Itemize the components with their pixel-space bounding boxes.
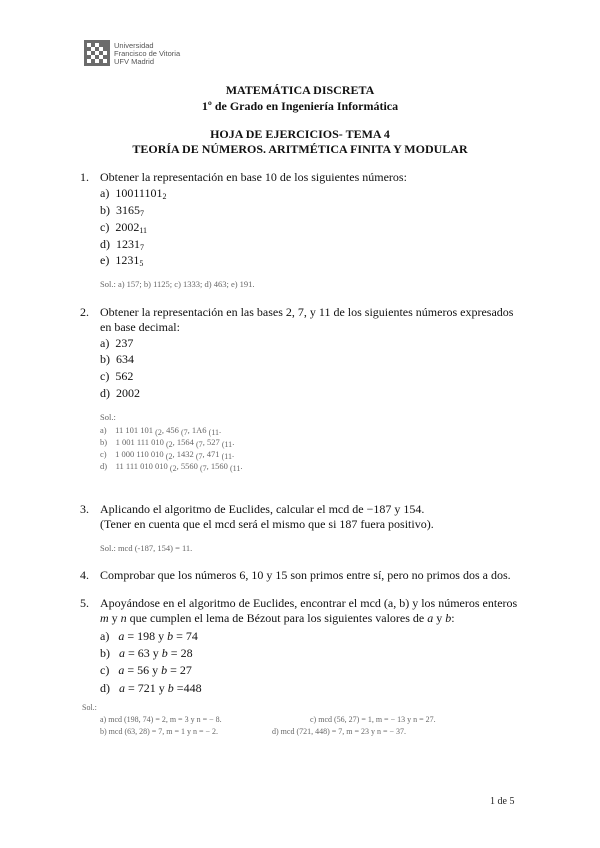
eq: = [125, 646, 138, 660]
item-label: d) [100, 386, 110, 400]
ex2-solution-b [100, 437, 234, 449]
sol-base7: 1432 [176, 449, 194, 459]
sol-end: . [232, 437, 235, 447]
sol-base11: 1560 [210, 461, 228, 471]
exercise-3-text-line2: (Tener en cuenta que el mcd será el mismo que si 187 fuera positivo). [100, 517, 434, 531]
sol-sep: , [206, 461, 209, 471]
sol-sub2: (2 [165, 440, 173, 449]
exercise-5-text-line1: Apoyándose en el algoritmo de Euclides, encontrar el mcd (a, b) y los números enteros [100, 596, 518, 610]
item-value: 1231 [116, 237, 140, 251]
value-a: 198 [137, 629, 156, 643]
exercise-1-text: Obtener la representación en base 10 de los siguientes números: [100, 170, 407, 184]
item-base: 7 [140, 243, 144, 252]
ex2-solution-c [100, 449, 234, 461]
sol-base11: 1A6 [191, 425, 207, 435]
sol-sub7: (7 [199, 464, 207, 473]
item-base: 2 [162, 192, 167, 201]
sol-sub11: (11 [221, 440, 233, 449]
sol-base7: 1564 [176, 437, 194, 447]
var-b: b [167, 629, 174, 643]
eq: = [173, 629, 186, 643]
var-a: a [118, 629, 125, 643]
topic-title: TEORÍA DE NÚMEROS. ARITMÉTICA FINITA Y MODULAR [132, 142, 468, 156]
ex1-solution: Sol.: a) 157; b) 1125; c) 1333; d) 463; e) 191. [100, 279, 255, 289]
exercise-5-number: 5. [80, 596, 89, 610]
text-rest: que cumplen el lema de Bézout para los siguientes valores de [126, 611, 428, 625]
value-b: 448 [183, 681, 202, 695]
ufv-logo-icon [84, 40, 110, 66]
sheet-title: HOJA DE EJERCICIOS- TEMA 4 [210, 127, 390, 141]
eq: = [125, 681, 138, 695]
sol-end: . [240, 461, 243, 471]
sol-sep: , [202, 449, 205, 459]
var-b: b [167, 681, 174, 695]
item-label: d) [100, 681, 110, 695]
sol-sep: , [202, 437, 205, 447]
university-logo [84, 40, 204, 70]
ex2-solution-title: Sol.: [100, 412, 116, 422]
ex1-item-b [100, 203, 144, 218]
sol-base2: 11 101 101 [115, 425, 154, 435]
exercise-3-text-line1: Aplicando el algoritmo de Euclides, calcular el mcd de −187 y 154. [100, 502, 425, 516]
sol-sep: , [172, 437, 175, 447]
exercise-4-number: 4. [80, 568, 89, 582]
exercise-1-number: 1. [80, 170, 89, 184]
sol-base2: 1 001 111 010 [115, 437, 164, 447]
sol-base7: 456 [166, 425, 179, 435]
ex5-solution-b: b) mcd (63, 28) = 7, m = 1 y n = − 2. [100, 727, 219, 736]
sol-sep: , [176, 461, 179, 471]
ex1-item-e [100, 253, 143, 268]
ex3-solution: Sol.: mcd (-187, 154) = 11. [100, 543, 193, 553]
exercise-3-number: 3. [80, 502, 89, 516]
exercise-2-text-line1: Obtener la representación en las bases 2, 7, y 11 de los siguientes números expresados [100, 305, 514, 319]
sol-end: . [232, 449, 235, 459]
item-label: a) [100, 336, 110, 350]
item-value: 562 [115, 369, 134, 383]
exercise-5-text-line2 [100, 611, 455, 626]
ex2-item-b [100, 352, 134, 367]
logo-line: Francisco de Vitoria [114, 49, 181, 58]
sol-sub7: (7 [196, 440, 203, 449]
item-label: a) [100, 186, 110, 200]
exercise-2-number: 2. [80, 305, 89, 319]
ex5-item-b [100, 646, 193, 661]
var-m: m [100, 611, 109, 625]
text-y: y [149, 663, 162, 677]
sol-sep: , [187, 425, 190, 435]
ex1-item-c [100, 220, 147, 235]
item-label: a) [100, 629, 110, 643]
sol-base2: 1 000 110 010 [115, 449, 164, 459]
item-label: c) [100, 220, 110, 234]
degree-title: 1º de Grado en Ingeniería Informática [201, 99, 399, 113]
sol-sub7: (7 [180, 428, 188, 437]
ex1-item-d [100, 237, 144, 252]
var-b: b [445, 611, 452, 625]
text-y: y [155, 629, 168, 643]
sol-label: b) [100, 437, 108, 447]
eq: = [124, 629, 138, 643]
sol-end: . [219, 425, 222, 435]
text-y: y [108, 611, 121, 625]
ex2-solution-d [100, 461, 243, 473]
item-value: 3165 [116, 203, 140, 217]
sol-base7: 5560 [180, 461, 198, 471]
item-value: 237 [115, 336, 134, 350]
text-y: y [433, 611, 446, 625]
text-end: : [451, 611, 455, 625]
sol-sub2: (2 [165, 452, 173, 461]
value-b: 28 [180, 646, 193, 660]
item-label: b) [100, 352, 110, 366]
var-b: b [161, 646, 168, 660]
logo-line: UFV Madrid [114, 57, 155, 66]
text-y: y [149, 646, 162, 660]
logo-text [114, 42, 180, 66]
var-a: a [118, 663, 125, 677]
sol-sub11: (11 [230, 464, 241, 473]
ex2-item-c [100, 369, 133, 384]
ex2-item-a [100, 336, 133, 351]
sol-sub2: (2 [169, 464, 177, 473]
value-a: 56 [137, 663, 150, 677]
sol-sub11: (11 [208, 428, 220, 437]
ex5-item-d [100, 681, 202, 696]
sol-sub2: (2 [155, 428, 162, 437]
logo-line: Universidad [114, 41, 154, 50]
ex5-item-a [100, 629, 198, 644]
sol-sub11: (11 [221, 452, 233, 461]
eq: = [167, 646, 181, 660]
eq: = [167, 663, 180, 677]
item-label: c) [100, 663, 110, 677]
var-a: a [119, 646, 125, 660]
page-number: 1 de 5 [490, 796, 515, 807]
ex5-solution-d: d) mcd (721, 448) = 7, m = 23 y n = − 37. [272, 727, 407, 736]
course-title: MATEMÁTICA DISCRETA [225, 83, 375, 97]
item-base: 7 [140, 209, 144, 218]
ex5-item-c [100, 663, 192, 678]
text-y: y [155, 681, 168, 695]
sol-label: a) [100, 425, 107, 435]
item-base: 5 [139, 259, 144, 268]
var-a: a [427, 611, 434, 625]
sol-base11: 527 [206, 437, 220, 447]
item-base: 11 [139, 226, 148, 235]
sol-sub7: (7 [195, 452, 203, 461]
ex5-solution-a: a) mcd (198, 74) = 2, m = 3 y n = − 8. [100, 715, 222, 724]
item-value: 1231 [115, 253, 140, 267]
var-b: b [161, 663, 168, 677]
sol-sep: , [172, 449, 175, 459]
item-label: b) [100, 646, 110, 660]
item-label: d) [100, 237, 110, 251]
sol-label: d) [100, 461, 108, 471]
var-n: n [120, 611, 127, 625]
ex5-solution-title: Sol.: [82, 703, 97, 712]
ex5-solution-c: c) mcd (56, 27) = 1, m = − 13 y n = 27. [310, 715, 436, 724]
sol-base11: 471 [206, 449, 220, 459]
sol-label: c) [100, 449, 107, 459]
sol-sep: , [161, 425, 164, 435]
ex1-item-a [100, 186, 166, 201]
eq: = [124, 663, 138, 677]
item-label: b) [100, 203, 110, 217]
value-b: 27 [179, 663, 192, 677]
item-label: c) [100, 369, 110, 383]
value-a: 63 [137, 646, 150, 660]
exercise-4-text: Comprobar que los números 6, 10 y 15 son primos entre sí, pero no primos dos a dos. [100, 568, 511, 582]
value-a: 721 [137, 681, 156, 695]
item-value: 2002 [116, 386, 140, 400]
var-a: a [119, 681, 125, 695]
sol-base2: 11 111 010 010 [115, 461, 168, 471]
exercise-2-text-line2: en base decimal: [100, 320, 180, 334]
item-label: e) [100, 253, 110, 267]
value-b: 74 [185, 629, 198, 643]
item-value: 2002 [115, 220, 140, 234]
item-value: 634 [116, 352, 134, 366]
eq: = [173, 681, 184, 695]
ex2-item-d [100, 386, 140, 401]
ex2-solution-a [100, 425, 221, 437]
item-value: 10011101 [115, 186, 163, 200]
